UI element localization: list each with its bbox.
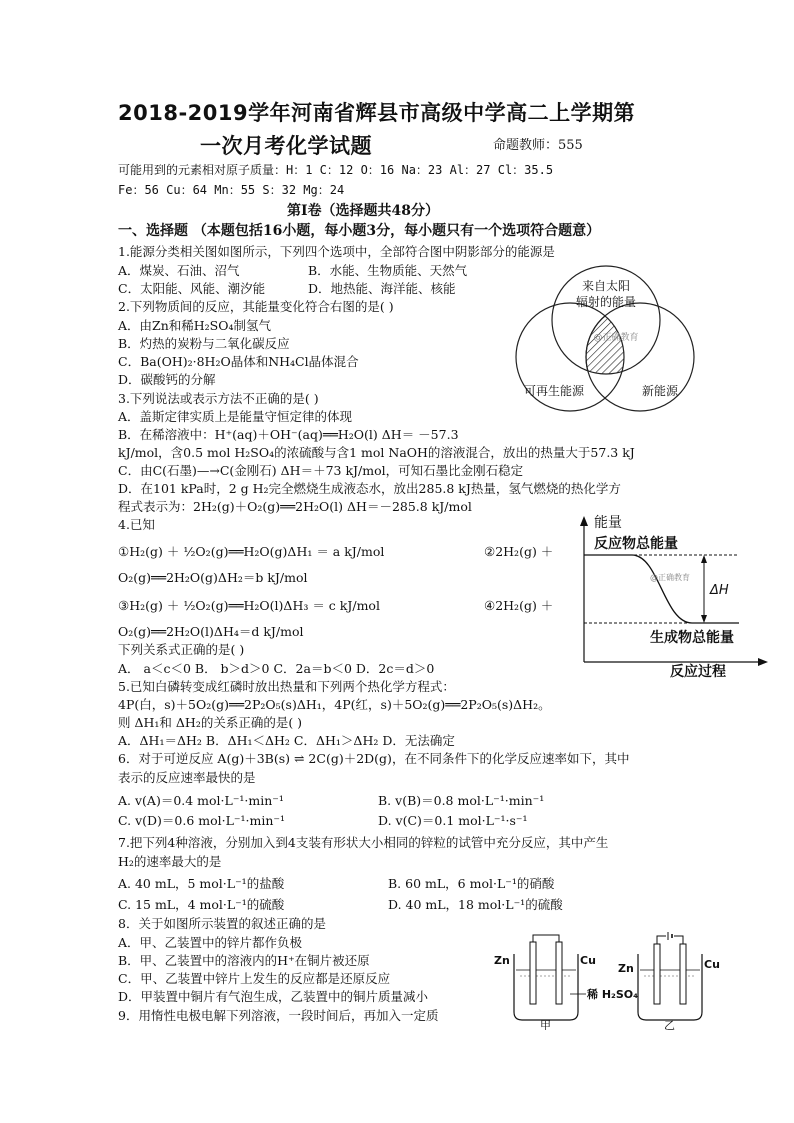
q6-stem-line-2: 表示的反应速率最快的是 [118,770,256,785]
q1-option-c: C．太阳能、风能、潮汐能 [118,281,266,296]
q4-options: A． a＜c＜0 B． b＞d＞0 C．2a＝b＜0 D．2c＝d＞0 [118,661,435,676]
x-axis-arrow [758,658,768,666]
cells-figure [490,932,730,1030]
q5-stem: 5.已知白磷转变成红磷时放出热量和下列两个热化学方程式： [118,679,455,694]
q7-option-d: D. 40 mL，18 mol·L⁻¹的硫酸 [388,897,563,912]
part-heading: 一、选择题 （本题包括16小题，每小题3分，每小题只有一个选项符合题意） [118,223,601,239]
venn-label-top-2: 辐射的能量 [575,295,637,309]
venn-label-right: 新能源 [641,384,679,398]
cell-yi-zn-label: Zn [618,962,634,975]
q9-stem: 9．用惰性电极电解下列溶液，一段时间后，再加入一定质 [118,1008,439,1023]
graph-product-label: 生成物总能量 [650,630,734,646]
graph-watermark: @正确教育 [650,573,690,582]
q4-equation-3: ③H₂(g) ＋ ½O₂(g)══H₂O(l)ΔH₃ ＝ c kJ/mol [118,598,380,613]
q1-option-b: B．水能、生物质能、天然气 [308,263,468,278]
graph-ylabel: 能量 [594,515,622,531]
volume-heading: 第Ⅰ卷（选择题共48分） [287,203,440,219]
q8-option-c: C．甲、乙装置中锌片上发生的反应都是还原反应 [118,971,391,986]
q1-option-d: D．地热能、海洋能、核能 [308,281,456,296]
graph-reactant-label: 反应物总能量 [594,536,678,552]
q8-option-d: D．甲装置中铜片有气泡生成，乙装置中的铜片质量减小 [118,989,429,1004]
q3-option-b-line-2: kJ/mol，含0.5 mol H₂SO₄的浓硫酸与含1 mol NaOH的溶液混合，放出的热量大于57.3 kJ [118,445,635,460]
q7-option-b: B. 60 mL，6 mol·L⁻¹的硝酸 [388,876,555,891]
q5-equations: 4P(白，s)＋5O₂(g)══2P₂O₅(s)ΔH₁，4P(红，s)＋5O₂(g)══2P₂O₅(s)ΔH₂。 [118,697,551,712]
q8-option-a: A．甲、乙装置中的锌片都作负极 [118,935,303,950]
graph-delta-h: ΔH [710,583,729,598]
energy-venn-diagram [508,262,702,428]
q6-option-c: C. v(D)＝0.6 mol·L⁻¹·min⁻¹ [118,813,285,828]
q2-option-d: D．碳酸钙的分解 [118,372,216,387]
energy-profile-graph [574,510,774,682]
atomic-masses-line-2: Fe：56 Cu：64 Mn：55 S：32 Mg：24 [118,183,345,197]
cell-yi-cu-label: Cu [704,958,720,971]
q3-option-d-line-1: D．在101 kPa时，2 g H₂完全燃烧生成液态水，放出285.8 kJ热量，氢气燃烧的热化学方 [118,481,621,496]
q1-stem: 1.能源分类相关图如图所示，下列四个选项中，全部符合图中阴影部分的能源是 [118,244,555,259]
cell-jia-cu-label: Cu [580,954,596,967]
q5-options: A．ΔH₁＝ΔH₂ B．ΔH₁＜ΔH₂ C．ΔH₁＞ΔH₂ D．无法确定 [118,733,455,748]
q4-equation-2-tail: O₂(g)══2H₂O(g)ΔH₂＝b kJ/mol [118,570,308,585]
q1-option-a: A．煤炭、石油、沼气 [118,263,240,278]
acid-label: 稀 H₂SO₄ [587,988,638,1001]
q2-option-a: A．由Zn和稀H₂SO₄制氢气 [118,318,271,333]
venn-watermark: @正确教育 [593,333,639,343]
graph-xlabel: 反应过程 [670,664,726,680]
q2-option-c: C．Ba(OH)₂·8H₂O晶体和NH₄Cl晶体混合 [118,354,359,369]
q6-stem-line-1: 6．对于可逆反应 A(g)＋3B(s) ⇌ 2C(g)＋2D(g)，在不同条件下的化学反应速率如下，其中 [118,751,630,766]
q2-stem: 2.下列物质间的反应，其能量变化符合右图的是( ) [118,299,394,314]
cell-jia-caption: 甲 [540,1019,551,1030]
q3-option-b-line-1: B．在稀溶液中：H⁺(aq)＋OH⁻(aq)══H₂O(l) ΔH＝ －57.3 [118,427,459,442]
venn-label-left: 可再生能源 [523,384,585,398]
title-line-2: 一次月考化学试题 [200,134,372,158]
q7-option-a: A. 40 mL，5 mol·L⁻¹的盐酸 [118,876,285,891]
q8-option-b: B．甲、乙装置中的溶液内的H⁺在铜片被还原 [118,953,370,968]
q4-equation-4-tail: O₂(g)══2H₂O(l)ΔH₄＝d kJ/mol [118,624,304,639]
q4-stem: 4.已知 [118,517,155,532]
q4-equation-1: ①H₂(g) ＋ ½O₂(g)══H₂O(g)ΔH₁ ＝ a kJ/mol [118,544,385,559]
q3-option-c: C．由C(石墨)—→C(金刚石) ΔH＝＋73 kJ/mol，可知石墨比金刚石稳定 [118,463,524,478]
atomic-masses-line-1: 可能用到的元素相对原子质量：H：1 C：12 O：16 Na：23 Al：27 Cl：35.5 [118,163,554,177]
q3-stem: 3.下列说法或表示方法不正确的是( ) [118,391,319,406]
cell-yi [638,932,702,1020]
y-axis-arrow [580,516,588,526]
q6-option-b: B. v(B)＝0.8 mol·L⁻¹·min⁻¹ [378,793,545,808]
q7-stem-line-1: 7.把下列4种溶液，分别加入到4支装有形状大小相同的锌粒的试管中充分反应，其中产生 [118,835,609,850]
q8-stem: 8．关于如图所示装置的叙述正确的是 [118,916,326,931]
q6-option-a: A. v(A)＝0.4 mol·L⁻¹·min⁻¹ [118,793,284,808]
venn-label-top-1: 来自太阳 [581,279,631,293]
q4-equation-4-head: ④2H₂(g) ＋ [484,598,554,613]
q5-ask: 则 ΔH₁和 ΔH₂的关系正确的是( ) [118,715,303,730]
q7-option-c: C. 15 mL，4 mol·L⁻¹的硫酸 [118,897,285,912]
cell-yi-caption: 乙 [664,1019,675,1030]
teacher-label: 命题教师：555 [493,138,583,153]
q3-option-a: A．盖斯定律实质上是能量守恒定律的体现 [118,409,353,424]
q2-option-b: B．灼热的炭粉与二氧化碳反应 [118,336,290,351]
q7-stem-line-2: H₂的速率最大的是 [118,854,222,869]
q3-option-d-line-2: 程式表示为：2H₂(g)＋O₂(g)══2H₂O(l) ΔH＝－285.8 kJ/mol [118,499,472,514]
q4-ask: 下列关系式正确的是( ) [118,642,245,657]
q6-option-d: D. v(C)＝0.1 mol·L⁻¹·s⁻¹ [378,813,528,828]
cell-jia [514,935,578,1020]
q4-equation-2-head: ②2H₂(g) ＋ [484,544,554,559]
cell-jia-zn-label: Zn [494,954,510,967]
title-line-1: 2018-2019学年河南省辉县市高级中学高二上学期第 [118,101,636,125]
